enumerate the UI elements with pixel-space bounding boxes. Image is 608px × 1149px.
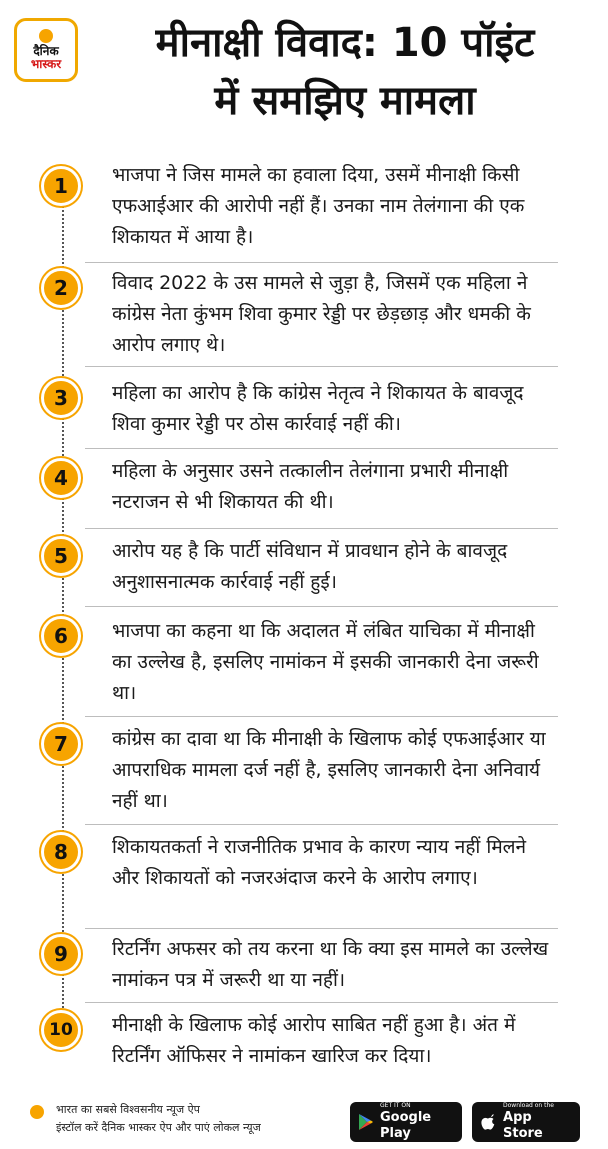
number-badge: 7 bbox=[41, 724, 81, 764]
number-badge: 8 bbox=[41, 832, 81, 872]
google-play-label: Google Play bbox=[380, 1110, 432, 1141]
divider bbox=[85, 606, 558, 607]
footer-promo bbox=[56, 1101, 261, 1137]
point-text: भाजपा का कहना था कि अदालत में लंबित याचिका में मीनाक्षी का उल्लेख है, इसलिए नामांकन में इसकी जानकारी देना जरूरी था। bbox=[112, 620, 539, 704]
app-store-small-label: Download on the bbox=[503, 1102, 554, 1109]
logo-text-line2: भास्कर bbox=[30, 57, 62, 71]
divider bbox=[85, 448, 558, 449]
point-text: भाजपा ने जिस मामले का हवाला दिया, उसमें मीनाक्षी किसी एफआईआर की आरोपी नहीं हैं। उनका नाम तेलंगाना की एक शिकायत में आया है। bbox=[112, 164, 525, 248]
apple-icon bbox=[480, 1112, 497, 1132]
point-text: मीनाक्षी के खिलाफ कोई आरोप साबित नहीं हुआ है। अंत में रिटर्निंग ऑफिसर ने नामांकन खारिज कर दिया। bbox=[112, 1014, 516, 1067]
number-badge: 3 bbox=[41, 378, 81, 418]
number-badge: 5 bbox=[41, 536, 81, 576]
divider bbox=[85, 716, 558, 717]
number-badge: 9 bbox=[41, 934, 81, 974]
point-text: विवाद 2022 के उस मामले से जुड़ा है, जिसमें एक महिला ने कांग्रेस नेता कुंभम शिवा कुमार रेड्डी पर छेड़छाड़ और धमकी के आरोप लगाए थे। bbox=[112, 272, 531, 356]
divider bbox=[85, 528, 558, 529]
point-text: आरोप यह है कि पार्टी संविधान में प्रावधान होने के बावजूद अनुशासनात्मक कार्रवाई नहीं हुई। bbox=[112, 540, 508, 593]
number-badge: 1 bbox=[41, 166, 81, 206]
point-text: महिला के अनुसार उसने तत्कालीन तेलंगाना प्रभारी मीनाक्षी नटराजन से भी शिकायत की थी। bbox=[112, 460, 509, 513]
app-store-label: App Store bbox=[503, 1110, 543, 1141]
footer-line2: इंस्टॉल करें दैनिक भास्कर ऐप और पाएं लोकल न्यूज bbox=[56, 1121, 261, 1134]
brand-dot-icon bbox=[30, 1105, 44, 1119]
divider bbox=[85, 824, 558, 825]
title-line1: मीनाक्षी विवाद: 10 पॉइंट bbox=[155, 20, 535, 66]
google-play-icon bbox=[358, 1112, 374, 1132]
point-text: शिकायतकर्ता ने राजनीतिक प्रभाव के कारण न्याय नहीं मिलने और शिकायतों को नजरअंदाज करने के आरोप लगाए। bbox=[112, 836, 527, 889]
number-badge: 4 bbox=[41, 458, 81, 498]
divider bbox=[85, 366, 558, 367]
app-store-button[interactable] bbox=[472, 1102, 580, 1142]
footer-line1: भारत का सबसे विश्वसनीय न्यूज ऐप bbox=[56, 1103, 200, 1116]
point-text: महिला का आरोप है कि कांग्रेस नेतृत्व ने शिकायत के बावजूद शिवा कुमार रेड्डी पर ठोस कार्रवाई नहीं की। bbox=[112, 382, 524, 435]
point-text: कांग्रेस का दावा था कि मीनाक्षी के खिलाफ कोई एफआईआर या आपराधिक मामला दर्ज नहीं है, इसलिए जानकारी देना अनिवार्य नहीं था। bbox=[112, 728, 546, 812]
number-badge: 2 bbox=[41, 268, 81, 308]
point-text: रिटर्निंग अफसर को तय करना था कि क्या इस मामले का उल्लेख नामांकन पत्र में जरूरी था या नहीं। bbox=[112, 938, 549, 991]
title-line2: में समझिए मामला bbox=[214, 78, 476, 124]
number-badge: 10 bbox=[41, 1010, 81, 1050]
google-play-small-label: GET IT ON bbox=[380, 1102, 411, 1109]
divider bbox=[85, 1002, 558, 1003]
page-title bbox=[90, 14, 600, 130]
logo-text-line1: दैनिक bbox=[33, 44, 59, 58]
divider bbox=[85, 262, 558, 263]
google-play-button[interactable] bbox=[350, 1102, 462, 1142]
number-badge: 6 bbox=[41, 616, 81, 656]
divider bbox=[85, 928, 558, 929]
sun-icon bbox=[39, 29, 53, 43]
dainik-bhaskar-logo bbox=[14, 18, 78, 82]
